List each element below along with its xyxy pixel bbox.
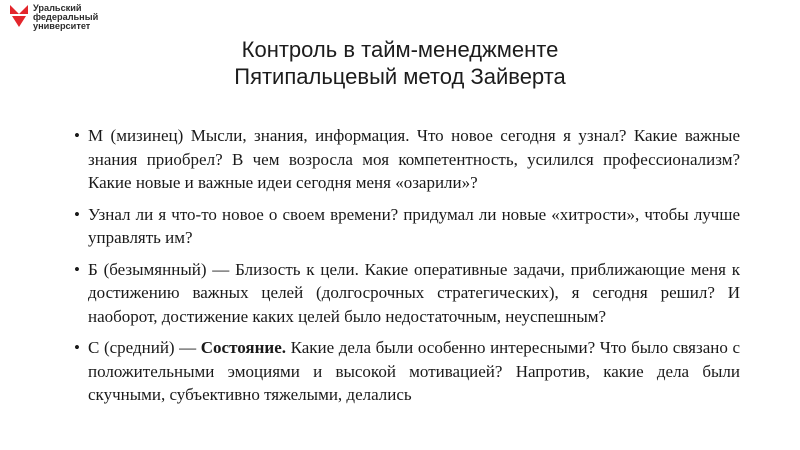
bullet-marker: •	[74, 126, 80, 145]
bullet-text: Узнал ли я что-то новое о своем времени? придумал ли новые «хитрости», чтобы лучше управлять им?	[88, 204, 740, 247]
bullet-marker: •	[74, 338, 80, 357]
bullet-item-ring-finger	[74, 258, 740, 329]
slide-title	[0, 36, 800, 90]
title-line-2: Пятипальцевый метод Зайверта	[234, 64, 566, 89]
logo-line-2: федеральный	[33, 12, 99, 22]
bullet-text: М (мизинец) Мысли, знания, информация. Что новое сегодня я узнал? Какие важные знания приобрел? В чем возросла моя компетентность, усилился профессионализм? Какие новые и важные идеи сегодня меня «озарили»?	[88, 126, 740, 192]
bullet-text: Б (безымянный) — Близость к цели. Какие оперативные задачи, приближающие меня к достижению важных целей (долгосрочных стратегических), я сегодня решил? И наоборот, достижение каких целей было недостаточным, неуспешным?	[88, 259, 740, 326]
logo-line-1: Уральский	[33, 3, 82, 13]
ural-university-logo-icon	[8, 3, 30, 29]
bullet-list	[74, 124, 740, 415]
logo-text	[33, 3, 98, 31]
bullet-bold-term: Состояние.	[200, 338, 286, 357]
bullet-prefix: С (средний) —	[88, 338, 201, 357]
bullet-marker: •	[74, 259, 80, 279]
bullet-marker: •	[74, 204, 80, 224]
bullet-item-time-knowledge	[74, 203, 740, 250]
bullet-text: Какие дела были особенно интересными? Что было связано с положительными эмоциями и высокой мотивацией? Напротив, какие дела были скучными, субъективно тяжелыми, делались	[88, 338, 740, 404]
bullet-item-little-finger	[74, 124, 740, 195]
university-logo	[8, 3, 98, 31]
logo-line-3: университет	[33, 21, 91, 31]
title-line-1: Контроль в тайм-менеджменте	[241, 37, 559, 62]
bullet-item-middle-finger	[74, 336, 740, 407]
